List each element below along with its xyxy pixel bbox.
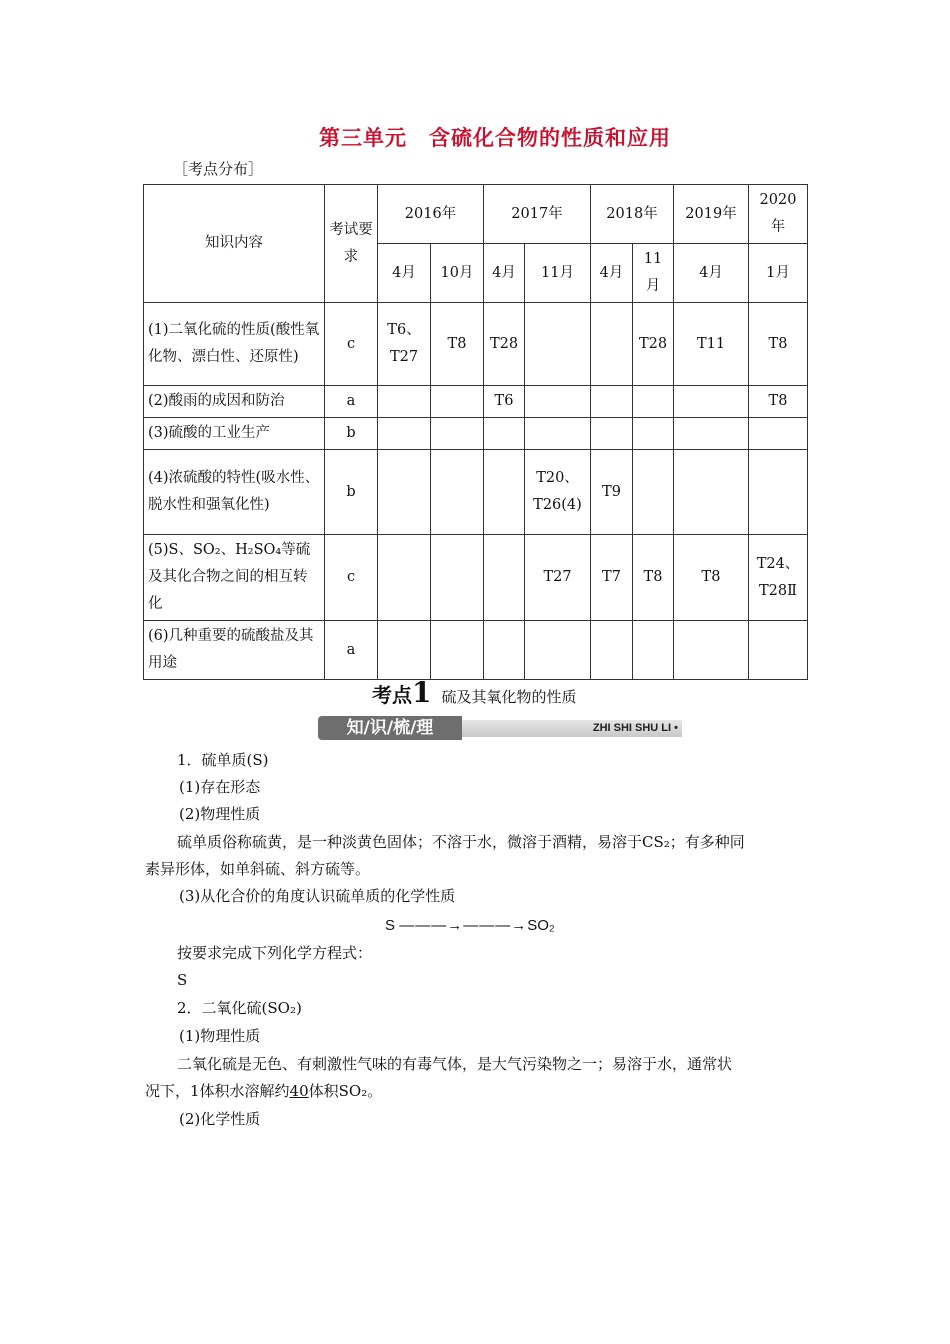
table-cell	[525, 303, 591, 386]
valence-arrow-diagram	[385, 917, 555, 934]
header-year: 2017年	[484, 185, 591, 244]
sub-heading: (2)物理性质	[179, 805, 261, 823]
table-cell	[674, 418, 749, 450]
table-cell	[674, 386, 749, 418]
table-cell	[431, 621, 484, 680]
heading-sulfur: 1．硫单质(S)	[177, 751, 269, 769]
row-topic: (4)浓硫酸的特性(吸水性、脱水性和强氧化性)	[144, 450, 325, 535]
table-cell	[674, 621, 749, 680]
row-topic: (3)硫酸的工业生产	[144, 418, 325, 450]
table-cell	[525, 621, 591, 680]
underlined-answer: 40	[289, 1082, 309, 1100]
table-cell: T6、T27	[378, 303, 431, 386]
table-cell	[378, 621, 431, 680]
table-cell: T11	[674, 303, 749, 386]
arrow-left-label: S	[385, 917, 396, 934]
table-cell	[633, 386, 674, 418]
kaodian-label: 考点	[372, 683, 412, 707]
sub-heading: (1)存在形态	[179, 778, 261, 796]
table-cell: T28	[484, 303, 525, 386]
banner-pinyin: ZHI SHI SHU LI •	[592, 722, 678, 734]
header-month: 4月	[484, 244, 525, 303]
row-requirement: b	[325, 418, 378, 450]
exam-distribution-table	[143, 184, 808, 680]
table-cell: T8	[749, 386, 808, 418]
header-year: 2020年	[749, 185, 808, 244]
table-cell	[591, 621, 633, 680]
paragraph: S	[177, 971, 188, 989]
header-month: 11月	[633, 244, 674, 303]
table-cell	[431, 450, 484, 535]
table-row	[144, 450, 808, 535]
header-month: 11月	[525, 244, 591, 303]
table-cell	[633, 621, 674, 680]
header-month: 4月	[378, 244, 431, 303]
row-requirement: c	[325, 303, 378, 386]
table-cell	[484, 621, 525, 680]
arrow-icon: ———→———→	[399, 917, 528, 934]
header-month: 4月	[674, 244, 749, 303]
table-cell: T8	[749, 303, 808, 386]
row-requirement: b	[325, 450, 378, 535]
kaodian-title: 硫及其氧化物的性质	[441, 688, 577, 706]
section-heading	[372, 676, 577, 709]
table-cell	[378, 386, 431, 418]
table-cell: T27	[525, 535, 591, 621]
table-row	[144, 386, 808, 418]
row-requirement: a	[325, 386, 378, 418]
sub-heading: (3)从化合价的角度认识硫单质的化学性质	[179, 887, 456, 905]
table-cell: T6	[484, 386, 525, 418]
table-row	[144, 621, 808, 680]
sub-heading: (1)物理性质	[179, 1027, 261, 1045]
table-cell	[749, 418, 808, 450]
paragraph: 况下，1体积水溶解约40体积SO₂。	[145, 1082, 383, 1100]
table-cell: T28	[633, 303, 674, 386]
table-cell	[591, 386, 633, 418]
heading-so2: 2．二氧化硫(SO₂)	[177, 999, 302, 1017]
header-knowledge: 知识内容	[144, 185, 325, 303]
table-cell	[525, 386, 591, 418]
row-requirement: c	[325, 535, 378, 621]
table-cell	[591, 303, 633, 386]
row-topic: (6)几种重要的硫酸盐及其用途	[144, 621, 325, 680]
table-cell	[591, 418, 633, 450]
table-cell	[633, 450, 674, 535]
paragraph: 素异形体，如单斜硫、斜方硫等。	[145, 860, 371, 878]
arrow-right-label: SO₂	[527, 917, 555, 934]
table-cell: T8	[674, 535, 749, 621]
header-year: 2016年	[378, 185, 484, 244]
header-year: 2019年	[674, 185, 749, 244]
header-month: 10月	[431, 244, 484, 303]
table-cell: T7	[591, 535, 633, 621]
kaodian-number: 1	[412, 676, 432, 709]
table-cell: T9	[591, 450, 633, 535]
table-cell: T20、T26(4)	[525, 450, 591, 535]
header-requirement: 考试要求	[325, 185, 378, 303]
table-cell	[484, 418, 525, 450]
row-topic: (2)酸雨的成因和防治	[144, 386, 325, 418]
table-cell	[431, 418, 484, 450]
sub-heading: (2)化学性质	[179, 1110, 261, 1128]
table-cell	[749, 621, 808, 680]
row-requirement: a	[325, 621, 378, 680]
header-month: 4月	[591, 244, 633, 303]
paragraph: 二氧化硫是无色、有刺激性气味的有毒气体，是大气污染物之一；易溶于水，通常状	[177, 1055, 733, 1073]
table-row	[144, 303, 808, 386]
header-month: 1月	[749, 244, 808, 303]
table-cell: T8	[633, 535, 674, 621]
table-cell	[674, 450, 749, 535]
page-title: 第三单元 含硫化合物的性质和应用	[319, 126, 671, 150]
table-cell	[378, 418, 431, 450]
table-cell	[431, 386, 484, 418]
table-cell: T8	[431, 303, 484, 386]
table-cell	[525, 418, 591, 450]
table-row	[144, 535, 808, 621]
table-cell	[484, 450, 525, 535]
table-cell	[378, 535, 431, 621]
table-cell	[749, 450, 808, 535]
table-cell	[484, 535, 525, 621]
table-cell	[431, 535, 484, 621]
table-cell: T24、T28Ⅱ	[749, 535, 808, 621]
table-cell	[378, 450, 431, 535]
paragraph: 按要求完成下列化学方程式：	[177, 944, 373, 962]
section-banner	[318, 715, 682, 741]
table-cell	[633, 418, 674, 450]
distribution-label: ［考点分布］	[173, 160, 264, 178]
row-topic: (1)二氧化硫的性质(酸性氧化物、漂白性、还原性)	[144, 303, 325, 386]
paragraph: 硫单质俗称硫黄，是一种淡黄色固体；不溶于水，微溶于酒精，易溶于CS₂；有多种同	[177, 833, 745, 851]
header-year: 2018年	[591, 185, 674, 244]
table-row	[144, 418, 808, 450]
banner-title: 知/识/梳/理	[318, 716, 462, 740]
row-topic: (5)S、SO₂、H₂SO₄等硫及其化合物之间的相互转化	[144, 535, 325, 621]
